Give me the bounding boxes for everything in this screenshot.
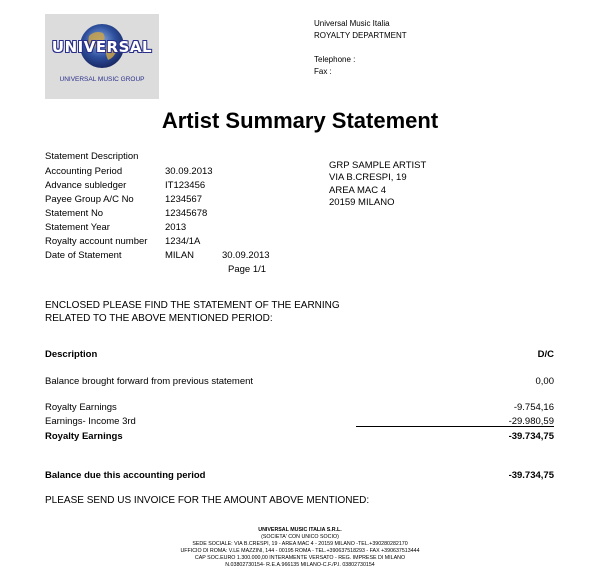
footer-line: N.03802730154- R.E.A.966135 MILANO-C.F./P.I. 03802730154 — [225, 562, 375, 568]
dc-header: D/C — [537, 349, 554, 360]
page-title: Artist Summary Statement — [161, 108, 439, 133]
enclosed-text-line-2: RELATED TO THE ABOVE MENTIONED PERIOD: — [45, 313, 273, 324]
row-amount: -29.980,59 — [508, 416, 554, 427]
department-name: ROYALTY DEPARTMENT — [314, 31, 407, 40]
row-label: Royalty Earnings — [45, 402, 117, 413]
field-label: Statement No — [45, 208, 104, 219]
sum-rule — [356, 426, 554, 427]
enclosed-text-line-1: ENCLOSED PLEASE FIND THE STATEMENT OF THE EARNING — [45, 300, 340, 311]
footer-line: UFFICIO DI ROMA: V.LE MAZZINI, 144 - 00195 ROMA - TEL.+390637518293 - FAX +390637513444 — [180, 548, 420, 554]
logo-subtitle: UNIVERSAL MUSIC GROUP — [59, 76, 145, 83]
footer-line: SEDE SOCIALE: VIA B.CRESPI, 19 - AREA MAC 4 - 20159 MILANO -TEL.+390280282170 — [192, 541, 408, 547]
field-label: Royalty account number — [45, 236, 148, 247]
total-label: Royalty Earnings — [45, 431, 123, 442]
row-amount: 0,00 — [535, 376, 554, 387]
row-label: Balance brought forward from previous statement — [45, 376, 254, 387]
statement-date: 30.09.2013 — [222, 250, 270, 261]
balance-label: Balance due this accounting period — [45, 470, 206, 481]
field-value: 2013 — [165, 222, 187, 233]
field-value: 1234567 — [165, 194, 202, 205]
field-label: Advance subledger — [45, 180, 127, 191]
invoice-note: PLEASE SEND US INVOICE FOR THE AMOUNT ABOVE MENTIONED: — [45, 495, 370, 506]
field-value: MILAN — [165, 250, 195, 261]
footer-company: UNIVERSAL MUSIC ITALIA S.R.L. — [258, 527, 342, 533]
field-value: IT123456 — [165, 180, 206, 191]
field-label: Payee Group A/C No — [45, 194, 134, 205]
address-line: GRP SAMPLE ARTIST — [329, 160, 427, 171]
total-amount: -39.734,75 — [508, 431, 554, 442]
logo-wordmark: UNIVERSAL — [51, 38, 153, 56]
address-line: AREA MAC 4 — [329, 185, 387, 196]
fax-label: Fax : — [314, 67, 332, 76]
description-header: Description — [45, 349, 98, 360]
address-line: VIA B.CRESPI, 19 — [329, 172, 407, 183]
address-line: 20159 MILANO — [329, 197, 395, 208]
field-value: 30.09.2013 — [165, 166, 213, 177]
company-name: Universal Music Italia — [314, 19, 390, 28]
statement-description-label: Statement Description — [45, 151, 139, 162]
footer-line: CAP SOC.EURO 1.300.000,00 INTERAMENTE VERSATO - REG. IMPRESE DI MILANO — [194, 555, 406, 561]
globe-icon — [45, 14, 159, 99]
telephone-label: Telephone : — [314, 55, 356, 64]
field-value: 12345678 — [165, 208, 208, 219]
row-label: Earnings- Income 3rd — [45, 416, 136, 427]
footer-line: (SOCIETA' CON UNICO SOCIO) — [261, 534, 339, 540]
field-value: 1234/1A — [165, 236, 201, 247]
field-label: Date of Statement — [45, 250, 122, 261]
page-number: Page 1/1 — [228, 264, 267, 275]
row-amount: -9.754,16 — [513, 402, 554, 413]
universal-logo — [45, 14, 159, 99]
field-label: Accounting Period — [45, 166, 123, 177]
balance-amount: -39.734,75 — [508, 470, 554, 481]
field-label: Statement Year — [45, 222, 110, 233]
